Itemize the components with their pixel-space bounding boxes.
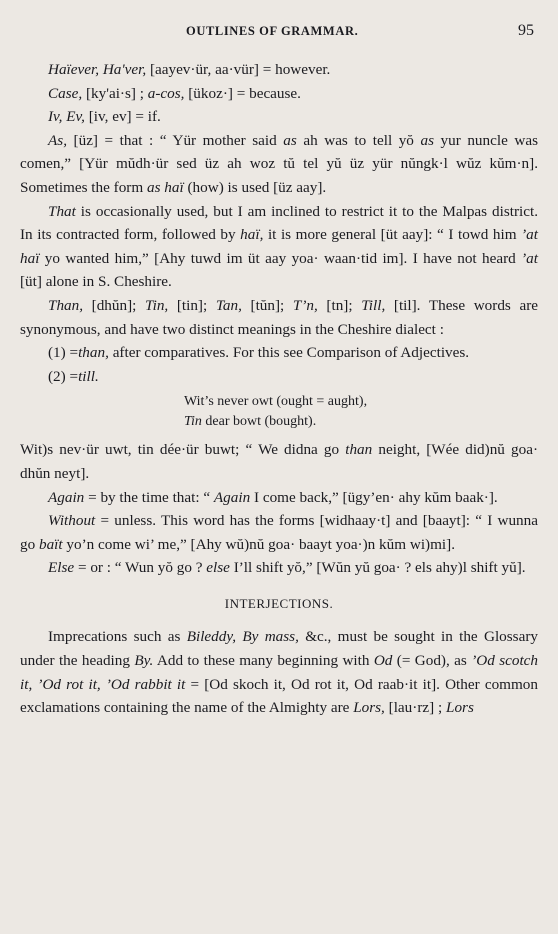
entry-without: Without = unless. This word has the forms [widhaay·t] and [baayt]: “ I wunna go baït yo’n come wi’ me,” [Ahy wŭ)nŭ goa· baayt yoa·)n kŭm wi)mi]. bbox=[20, 512, 538, 553]
meaning-1: (1) =than, after comparatives. For this see Comparison of Adjectives. bbox=[48, 344, 470, 362]
entry-case: Case, [ky'ai·s] ; a-cos, [ükoz·] = because. bbox=[48, 84, 301, 102]
section-heading: INTERJECTIONS. bbox=[224, 595, 334, 611]
page-number: 95 bbox=[518, 22, 534, 39]
entry-again: Again = by the time that: “ Again I come back,” [ügy’en· ahy kŭm baak·]. bbox=[48, 488, 498, 506]
imprecations-paragraph: Imprecations such as Bileddy, By mass, &c., must be sought in the Glossary under the heading By. Add to these many beginning with Od (= God), as ’Od scotch it, ’Od rot it, ’Od rabbit it = [Od skoch it, Od rot it, Od raab·it it]. Other common exclamations containing the name of the Almighty are Lors, [lau·rz] ; Lors bbox=[20, 628, 539, 717]
page-body bbox=[20, 58, 538, 720]
running-head: OUTLINES OF GRAMMAR. bbox=[186, 24, 359, 38]
page-header bbox=[0, 22, 558, 44]
entry-than: Than, [dhŭn]; Tin, [tin]; Tan, [tŭn]; T’n, [tn]; Till, [til]. These words are synonymous, and have two distinct meanings in the Cheshire dialect : bbox=[20, 296, 538, 338]
entry-as: As, [üz] = that : “ Yür mother said as ah was to tell yŏ as yur nuncle was comen,” [Yür mŭdh·ür sed üz ah woz tŭ tel yŭ üz yür nŭngk·l wŭz kŭm·n]. Sometimes the form as haï (how) is used [üz aay]. bbox=[20, 131, 538, 196]
entry-haiever: Haïever, Ha'ver, [aayev·ür, aa·vür] = however. bbox=[48, 61, 331, 78]
verse-line-1: Wit’s never owt (ought = aught), bbox=[184, 394, 368, 410]
entry-iv: Iv, Ev, [iv, ev] = if. bbox=[48, 108, 161, 126]
meaning-2: (2) =till. bbox=[48, 367, 99, 385]
verse-transcription: Wit)s nev·ür uwt, tin dée·ür buwt; “ We didna go than neight, [Wée did)nŭ goa· dhŭn neyt]. bbox=[20, 441, 539, 482]
verse-line-2: Tin dear bowt (bought). bbox=[184, 414, 317, 430]
entry-that: That is occasionally used, but I am inclined to restrict it to the Malpas district. In its contracted form, followed by haï, it is more general [üt aay]: “ I towd him ’at haï yo wanted him,” [Ahy tuwd im üt aay yoa· waan·tid im]. I have not heard ’at [üt] alone in S. Cheshire. bbox=[20, 202, 538, 291]
verse-quote bbox=[184, 392, 538, 432]
entry-else: Else = or : “ Wun yŏ go ? else I’ll shift yŏ,” [Wŭn yŭ goa· ? els ahy)l shift yŭ]. bbox=[48, 559, 526, 577]
